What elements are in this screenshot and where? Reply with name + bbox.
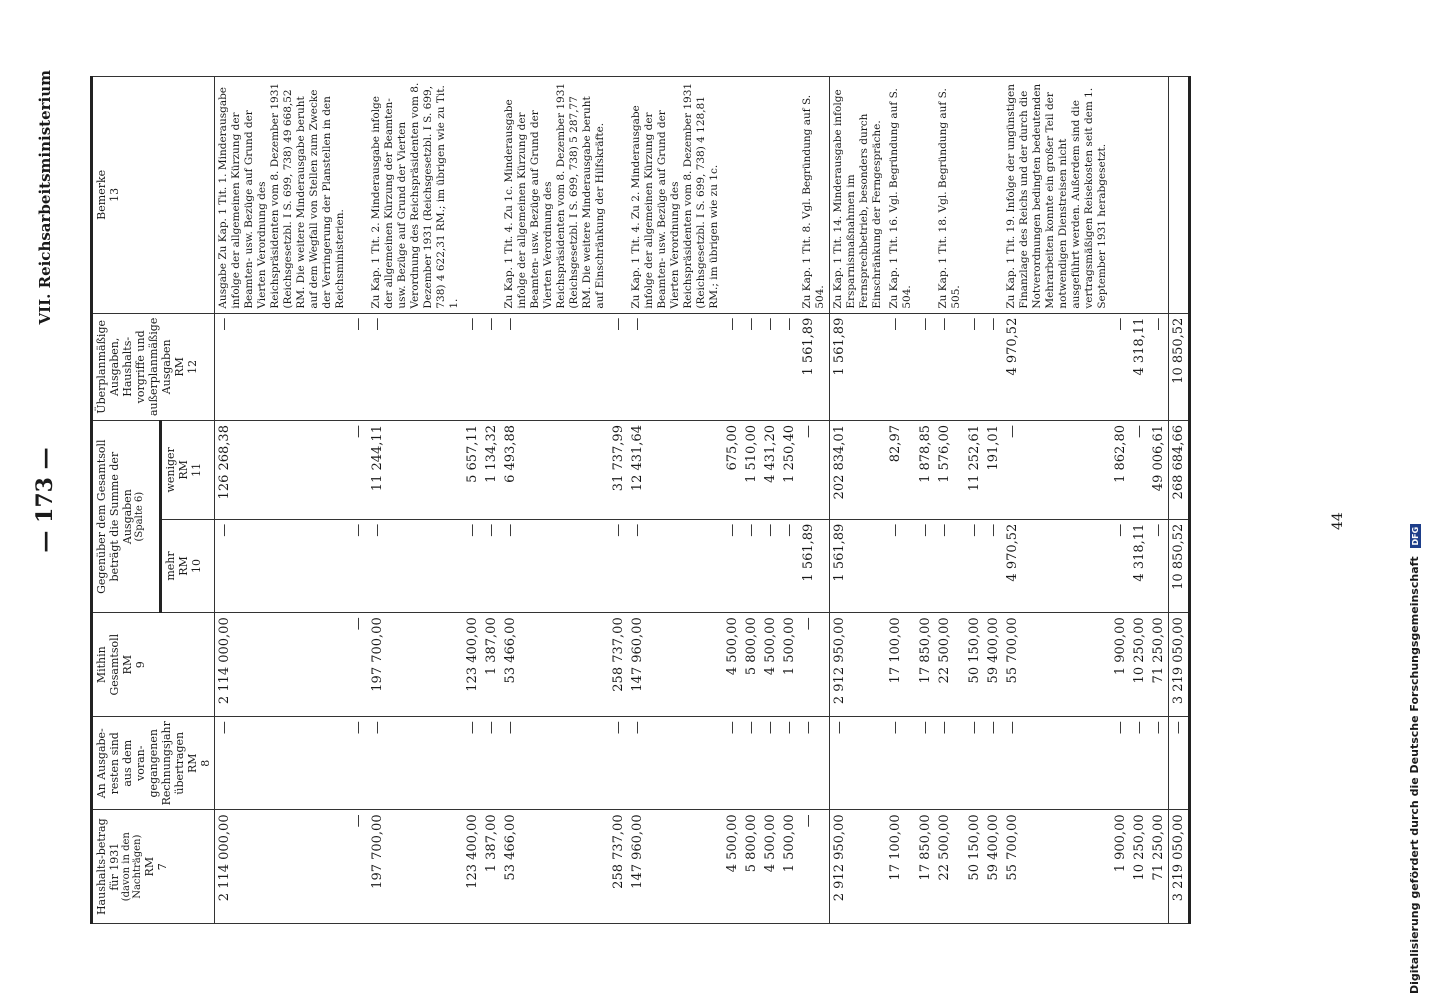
cell-c10: — [761,519,780,613]
cell-c7: 50 150,00 [965,810,984,924]
cell-c12: — [984,313,1003,420]
cell-c10: 4 970,52 [1003,519,1111,613]
cell-c7: 123 400,00 [463,810,482,924]
col-ueberplanmaessig [92,313,215,420]
cell-c8: — [799,717,830,810]
col-number: 10 [189,558,203,573]
cell-c7: 3 219 050,00 [1169,810,1190,924]
cell-c12: — [1149,313,1169,420]
cell-c11: 202 834,01 [830,421,887,520]
table-row [780,77,799,924]
cell-c7: 4 500,00 [761,810,780,924]
cell-c9: 3 219 050,00 [1169,613,1190,717]
col-title: weniger [163,447,177,493]
cell-c11: — [349,421,368,520]
cell-remark [349,77,368,314]
cell-c12: — [916,313,935,420]
cell-c9: 2 912 950,00 [830,613,887,717]
table-row [830,77,887,924]
cell-c8: — [215,717,350,810]
col-weniger [160,421,214,520]
table-row [723,77,742,924]
cell-c7: — [349,810,368,924]
cell-remark [482,77,501,314]
cell-c12: 4 318,11 [1130,313,1149,420]
cell-c9: 123 400,00 [463,613,482,717]
cell-c12: — [368,313,463,420]
cell-c9: 147 960,00 [628,613,723,717]
cell-c7: 197 700,00 [368,810,463,924]
cell-c10: — [886,519,916,613]
cell-c12: 4 970,52 [1003,313,1111,420]
cell-c11: 1 510,00 [742,421,761,520]
cell-c11: 5 657,11 [463,421,482,520]
cell-remark [609,77,628,314]
col-unit: RM [176,460,190,480]
cell-remark [780,77,799,314]
cell-c7: 10 250,00 [1130,810,1149,924]
cell-remark: Zu Kap. 1 Tit. 2. Minderausgabe infolge der allgemeinen Kürzung der Beamten- usw. Bezüge auf Grund der Vierten Verordnung des Reichspräsidenten vom 8. Dezember 1931 (Reichsgesetzbl. I S. 699, 738) 4 622,31 RM.; im übrigen wie zu Tit. 1. [368,77,463,314]
cell-c11: 1 134,32 [482,421,501,520]
col-number: 9 [134,661,147,669]
cell-c10: — [935,519,965,613]
cell-c8: — [349,717,368,810]
cell-c12: — [215,313,350,420]
cell-c8: — [742,717,761,810]
col-title: mehr [163,551,177,581]
col-number: 8 [199,759,212,767]
cell-c9: 53 466,00 [501,613,609,717]
cell-c7: 258 737,00 [609,810,628,924]
cell-c10: — [916,519,935,613]
cell-c8: — [1111,717,1130,810]
table-row [935,77,965,924]
cell-c9: 55 700,00 [1003,613,1111,717]
cell-c7: 5 800,00 [742,810,761,924]
cell-remark [463,77,482,314]
cell-c7: 59 400,00 [984,810,1003,924]
cell-c10: — [609,519,628,613]
cell-c12: — [886,313,916,420]
cell-c12: — [1111,313,1130,420]
col-number: 7 [156,863,169,871]
table-row [761,77,780,924]
cell-c12: 1 561,89 [830,313,887,420]
col-number: 12 [186,359,199,374]
table-row [742,77,761,924]
table-row [1149,77,1169,924]
ministry-title: VII. Reichsarbeitsministerium [36,70,54,325]
table-row [799,77,830,924]
cell-c7: 4 500,00 [723,810,742,924]
cell-c9: 258 737,00 [609,613,628,717]
cell-c8: — [628,717,723,810]
cell-c9: — [799,613,830,717]
cell-c9: 17 100,00 [886,613,916,717]
cell-c8: — [935,717,965,810]
col-unit: RM [121,654,134,675]
table-row [482,77,501,924]
cell-c10: — [742,519,761,613]
col-sub: (davon in den Nachträgen) [121,832,143,902]
table-row [1003,77,1111,924]
cell-c12: — [935,313,965,420]
cell-c10: — [628,519,723,613]
cell-c10: 4 318,11 [1130,519,1149,613]
cell-c7: 1 387,00 [482,810,501,924]
cell-c8: — [761,717,780,810]
cell-c10: — [349,519,368,613]
cell-c9: 22 500,00 [935,613,965,717]
col-unit: RM [176,556,190,576]
cell-remark [984,77,1003,314]
cell-c8: — [886,717,916,810]
cell-remark: Ausgabe Zu Kap. 1 Tit. 1. Minderausgabe infolge der allgemeinen Kürzung der Beamten- usw. Bezüge auf Grund der Vierten Verordnung des Reichspräsidenten vom 8. Dezember 1931 (Reichsgesetzbl. I S. 699, 738) 49 668,52 RM. Die weitere Minderausgabe beruht auf dem Wegfall von Stellen zum Zwecke der Verringerung der Planstellen in den Reichsministerien. [215,77,350,314]
cell-remark: Zu Kap. 1 Tit. 19. Infolge der ungünstigen Finanzlage des Reichs und der durch die Notverordnungen bedingten bedeutenden Mehrarbeiten konnte ein großer Teil der notwendigen Dienstreisen nicht ausgeführt werden. Außerdem sind die vertragsmäßigen Reisekosten seit dem 1. September 1931 herabgesetzt. [1003,77,1111,314]
col-gesamtsoll [92,613,215,717]
cell-c10: — [501,519,609,613]
cell-c12: — [609,313,628,420]
cell-c12: — [463,313,482,420]
table-row [1111,77,1130,924]
cell-c11: 4 431,20 [761,421,780,520]
cell-c11: 675,00 [723,421,742,520]
cell-c8: — [965,717,984,810]
cell-c11: — [799,421,830,520]
cell-c8: — [368,717,463,810]
cell-c9: 1 387,00 [482,613,501,717]
col-summe-ausgaben [92,421,161,613]
cell-c10: — [463,519,482,613]
col-number: 11 [189,462,203,477]
cell-remark [742,77,761,314]
cell-c9: 4 500,00 [723,613,742,717]
table-row [463,77,482,924]
cell-c8: — [482,717,501,810]
cell-c7: 17 850,00 [916,810,935,924]
cell-c12: 10 850,52 [1169,313,1190,420]
table-row [349,77,368,924]
cell-c7: 71 250,00 [1149,810,1169,924]
cell-c11: 31 737,99 [609,421,628,520]
table-row [916,77,935,924]
cell-c8: — [723,717,742,810]
cell-c11: — [1003,421,1111,520]
col-ausgabereste [92,717,215,810]
cell-c12: — [780,313,799,420]
cell-c9: — [349,613,368,717]
cell-c9: 1 900,00 [1111,613,1130,717]
cell-c12: — [482,313,501,420]
cell-c11: 1 250,40 [780,421,799,520]
table-row [1169,77,1190,924]
cell-c10: — [984,519,1003,613]
cell-c8: — [501,717,609,810]
table-row [628,77,723,924]
cell-remark: Zu Kap. 1 Tit. 4. Zu 2. Minderausgabe infolge der allgemeinen Kürzung der Beamten- usw. Bezüge auf Grund der Vierten Verordnung des Reichspräsidenten vom 8. Dezember 1931 (Reichsgesetzbl. I S. 699, 738) 4 128,81 RM.; im übrigen wie zu 1c. [628,77,723,314]
cell-c9: 5 800,00 [742,613,761,717]
cell-c12: — [761,313,780,420]
col-title: Überplanmäßige Ausgaben, Haushalts-vorgriffe und außerplanmäßige Ausgaben [95,317,173,417]
col-unit: RM [173,357,186,377]
cell-c9: 4 500,00 [761,613,780,717]
col-number: 13 [108,187,121,202]
col-unit: RM [186,753,199,774]
cell-c11: 1 862,80 [1111,421,1130,520]
cell-c9: 2 114 000,00 [215,613,350,717]
cell-c11: 11 252,61 [965,421,984,520]
cell-c11: 6 493,88 [501,421,609,520]
col-title: Gegenüber dem Gesamtsoll beträgt die Summe der Ausgaben [95,439,134,594]
cell-c12: 1 561,89 [799,313,830,420]
cell-remark: Zu Kap. 1 Tit. 18. Vgl. Begründung auf S. 505. [935,77,965,314]
cell-c11: — [1130,421,1149,520]
cell-remark [916,77,935,314]
cell-c10: — [1149,519,1169,613]
cell-c10: 10 850,52 [1169,519,1190,613]
cell-remark: Zu Kap. 1 Tit. 8. Vgl. Begründung auf S. 504. [799,77,830,314]
table-row [368,77,463,924]
cell-c10: — [780,519,799,613]
cell-remark [723,77,742,314]
col-title: Mithin Gesamtsoll [95,633,121,696]
budget-table [90,76,1191,924]
col-sub: (Spalte 6) [134,491,145,542]
cell-c9: 17 850,00 [916,613,935,717]
cell-c8: — [916,717,935,810]
cell-c10: — [965,519,984,613]
page-number: — 173 — [32,447,58,553]
cell-c10: — [368,519,463,613]
table-row [984,77,1003,924]
digitization-note [1408,6,1426,994]
cell-remark [1111,77,1130,314]
cell-c12: — [723,313,742,420]
cell-c8: — [1003,717,1111,810]
cell-c11: 49 006,61 [1149,421,1169,520]
cell-c7: 53 466,00 [501,810,609,924]
page-header [32,70,72,930]
col-title: An Ausgabe-resten sind aus dem voran-gegangenen Rechnungsjahr übertragen [95,721,186,806]
cell-c7: 55 700,00 [1003,810,1111,924]
cell-c10: 1 561,89 [799,519,830,613]
col-mehr [160,519,214,613]
cell-c9: 197 700,00 [368,613,463,717]
cell-remark [965,77,984,314]
cell-c11: 11 244,11 [368,421,463,520]
table-row [886,77,916,924]
header-row [92,77,161,924]
cell-c7: 1 900,00 [1111,810,1130,924]
cell-c8: — [463,717,482,810]
cell-c12: — [501,313,609,420]
table-row [965,77,984,924]
cell-c12: — [628,313,723,420]
cell-c7: 17 100,00 [886,810,916,924]
cell-c8: — [1149,717,1169,810]
cell-c10: — [215,519,350,613]
dfg-logo: DFG [1410,524,1421,549]
cell-c10: — [482,519,501,613]
cell-c11: 82,97 [886,421,916,520]
cell-c7: 2 912 950,00 [830,810,887,924]
cell-c10: — [723,519,742,613]
cell-c12: — [349,313,368,420]
cell-c11: 268 684,66 [1169,421,1190,520]
cell-c11: 1 576,00 [935,421,965,520]
cell-c9: 50 150,00 [965,613,984,717]
cell-c11: 191,01 [984,421,1003,520]
cell-remark [1169,77,1190,314]
cell-c7: 22 500,00 [935,810,965,924]
cell-c9: 59 400,00 [984,613,1003,717]
cell-c12: — [742,313,761,420]
cell-c8: — [609,717,628,810]
cell-remark [761,77,780,314]
cell-c10: — [1111,519,1130,613]
cell-c7: 147 960,00 [628,810,723,924]
table-row [609,77,628,924]
cell-c7: 1 500,00 [780,810,799,924]
cell-remark: Zu Kap. 1 Tit. 14. Minderausgabe infolge Ersparnismaßnahmen im Fernsprechbetrieb, besonders durch Einschränkung der Ferngespräche. [830,77,887,314]
cell-c8: — [780,717,799,810]
cell-c8: — [830,717,887,810]
col-title: Bemerke [95,169,108,220]
col-haushaltsbetrag [92,810,215,924]
cell-c8: — [984,717,1003,810]
cell-remark: Zu Kap. 1 Tit. 4. Zu 1c. Minderausgabe infolge der allgemeinen Kürzung der Beamten- usw. Bezüge auf Grund der Vierten Verordnung des Reichspräsidenten vom 8. Dezember 1931 (Reichsgesetzbl. I S. 699, 738) 5 287,77 RM. Die weitere Minderausgabe beruht auf Einschränkung der Hilfskräfte. [501,77,609,314]
col-unit: RM [143,856,156,877]
table-row [215,77,350,924]
cell-c11: 126 268,38 [215,421,350,520]
cell-remark [1149,77,1169,314]
cell-c10: 1 561,89 [830,519,887,613]
page-index: 44 [1330,512,1346,530]
cell-c8: — [1169,717,1190,810]
cell-c7: 2 114 000,00 [215,810,350,924]
table-row [501,77,609,924]
cell-c9: 71 250,00 [1149,613,1169,717]
col-title: Haushalts-betrag für 1931 [95,818,121,916]
cell-c11: 12 431,64 [628,421,723,520]
cell-remark: Zu Kap. 1 Tit. 16. Vgl. Begründung auf S. 504. [886,77,916,314]
cell-c11: 1 878,85 [916,421,935,520]
cell-c7: — [799,810,830,924]
cell-c12: — [965,313,984,420]
cell-c9: 1 500,00 [780,613,799,717]
cell-c8: — [1130,717,1149,810]
table-body [215,77,1190,924]
digitization-text: Digitalisierung gefördert durch die Deutsche Forschungsgemeinschaft [1408,556,1421,994]
table-row [1130,77,1149,924]
col-bemerke [92,77,215,314]
cell-c9: 10 250,00 [1130,613,1149,717]
cell-remark [1130,77,1149,314]
